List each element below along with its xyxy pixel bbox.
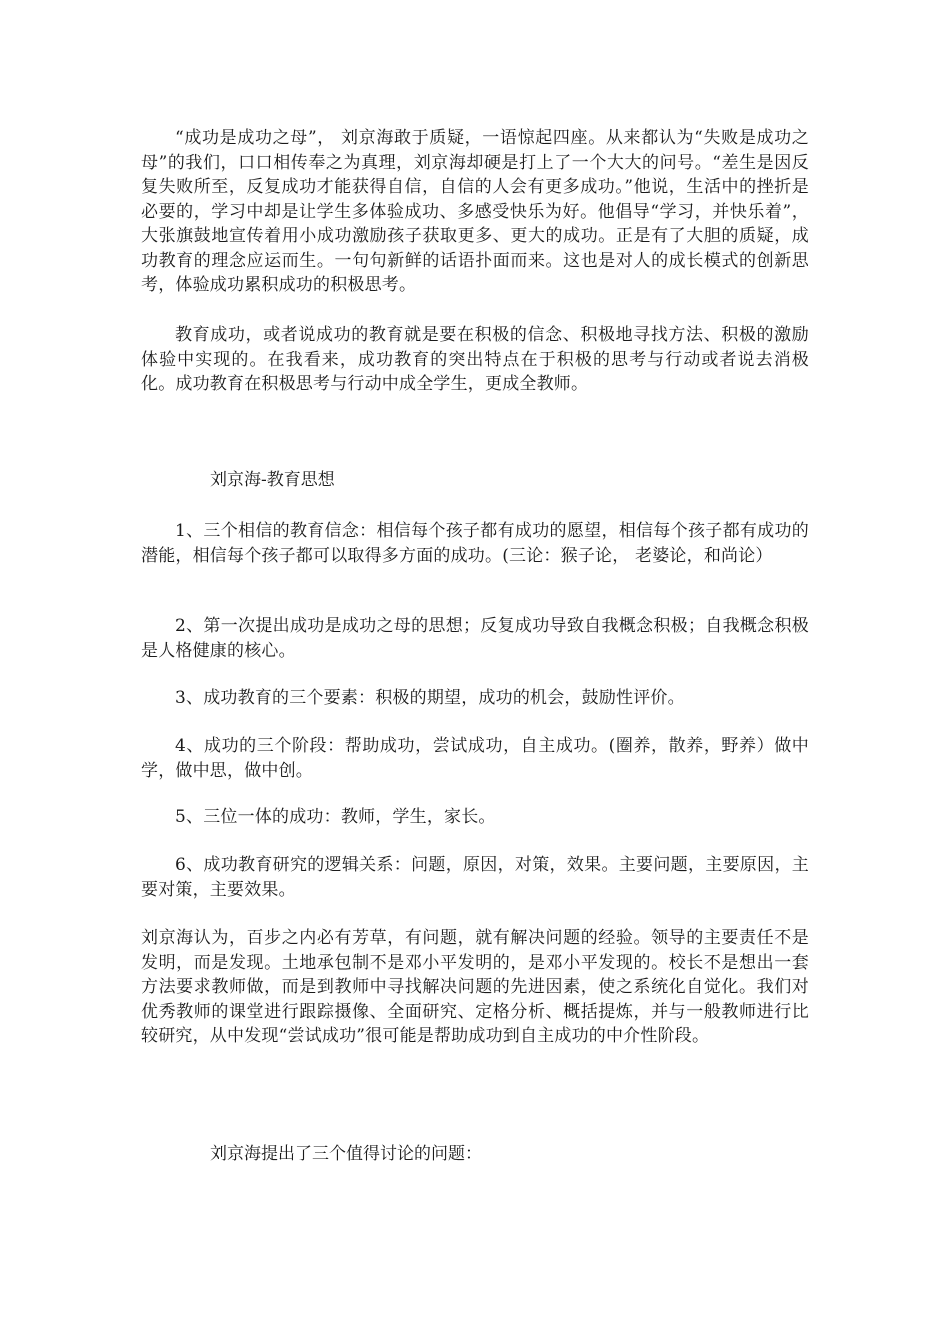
list-item-6: 6、成功教育研究的逻辑关系：问题，原因，对策，效果。主要问题，主要原因，主要对策，主要效果。 [141,855,809,900]
paragraph-success-mother: “成功是成功之母”， 刘京海敢于质疑，一语惊起四座。从来都认为“失败是成功之母”的我们，口口相传奉之为真理，刘京海却硬是打上了一个大大的问号。“差生是因反复失败所至，反复成功才能获得自信，自信的人会有更多成功。”他说，生活中的挫折是必要的，学习中却是让学生多体验成功、多感受快乐为好。他倡导“学习，并快乐着”，大张旗鼓地宣传着用小成功激励孩子获取更多、更大的成功。正是有了大胆的质疑，成功教育的理念应运而生。一句句新鲜的话语扑面而来。这也是对人的成长模式的创新思考，体验成功累积成功的积极思考。 [141,128,809,295]
list-item-2: 2、第一次提出成功是成功之母的思想；反复成功导致自我概念积极；自我概念积极是人格健康的核心。 [141,616,809,661]
list-item-3: 3、成功教育的三个要素：积极的期望，成功的机会，鼓励性评价。 [175,688,685,708]
section-heading-education-thought: 刘京海-教育思想 [210,470,335,490]
section-heading-three-questions: 刘京海提出了三个值得讨论的问题： [210,1144,482,1164]
paragraph-discovery: 刘京海认为，百步之内必有芳草，有问题，就有解决问题的经验。领导的主要责任不是发明，而是发现。土地承包制不是邓小平发明的，是邓小平发现的。校长不是想出一套方法要求教师做，而是到教师中寻找解决问题的先进因素，使之系统化自觉化。我们对优秀教师的课堂进行跟踪摄像、全面研究、定格分析、概括提炼，并与一般教师进行比较研究，从中发现“尝试成功”很可能是帮助成功到自主成功的中介性阶段。 [141,928,809,1046]
paragraph-success-education: 教育成功，或者说成功的教育就是要在积极的信念、积极地寻找方法、积极的激励体验中实现的。在我看来，成功教育的突出特点在于积极的思考与行动或者说去消极化。成功教育在积极思考与行动中成全学生，更成全教师。 [141,325,809,394]
list-item-4: 4、成功的三个阶段：帮助成功，尝试成功，自主成功。(圈养，散养，野养）做中学，做中思，做中创。 [141,736,809,781]
list-item-5: 5、三位一体的成功：教师，学生，家长。 [175,807,496,827]
list-item-1: 1、三个相信的教育信念：相信每个孩子都有成功的愿望，相信每个孩子都有成功的潜能，相信每个孩子都可以取得多方面的成功。(三论：猴子论， 老婆论，和尚论） [141,521,809,566]
